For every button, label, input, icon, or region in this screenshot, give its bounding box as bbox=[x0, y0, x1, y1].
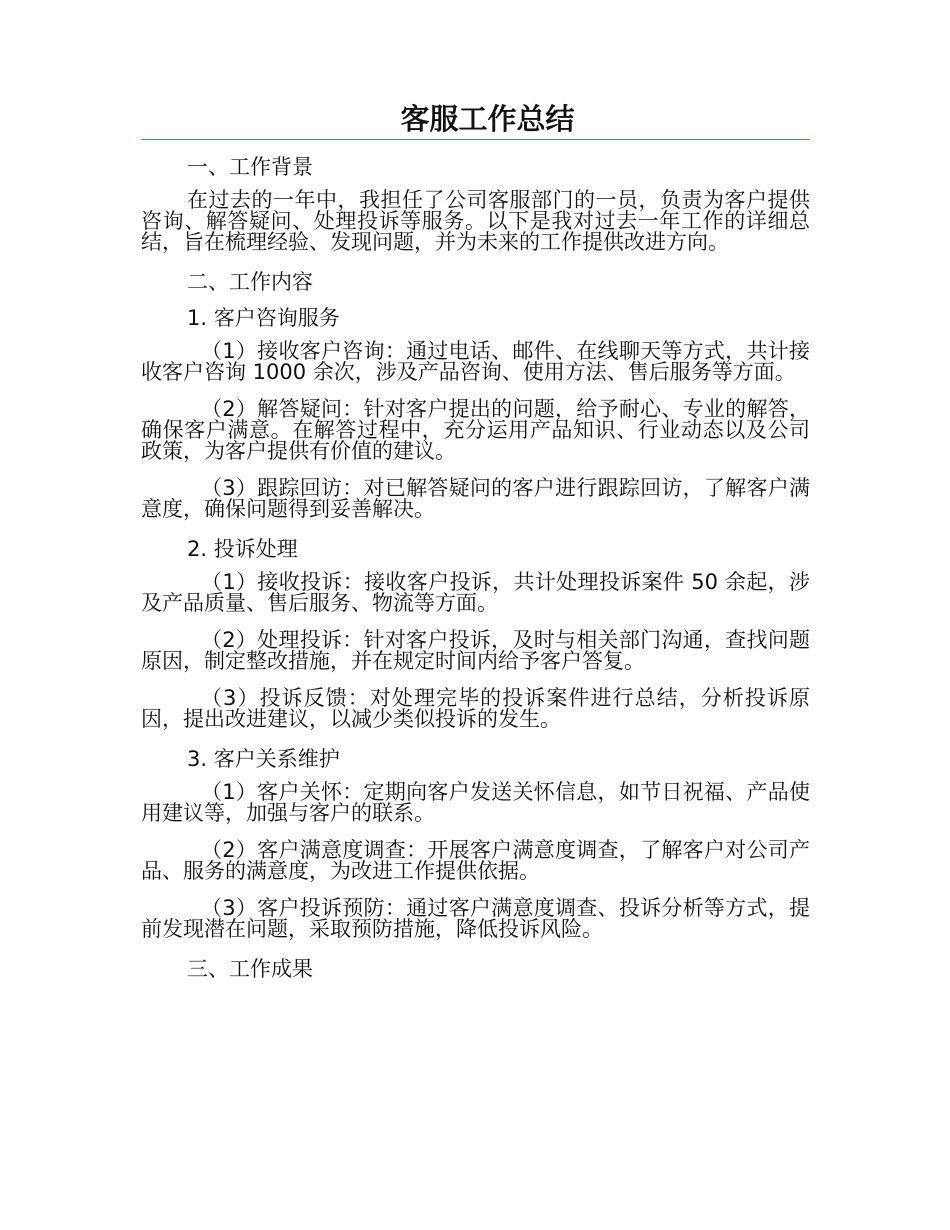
subheading-relation: 3. 客户关系维护 bbox=[187, 747, 340, 771]
relation-item-3: （3）客户投诉预防：通过客户满意度调查、投诉分析等方式，提前发现潜在问题，采取预防措施，降低投诉风险。 bbox=[141, 896, 810, 941]
subheading-complaint: 2. 投诉处理 bbox=[187, 537, 298, 561]
relation-item-1: （1）客户关怀：定期向客户发送关怀信息，如节日祝福、产品使用建议等，加强与客户的联系。 bbox=[141, 780, 810, 825]
complaint-item-1: （1）接收投诉：接收客户投诉，共计处理投诉案件 50 余起，涉及产品质量、售后服务、物流等方面。 bbox=[141, 570, 810, 615]
relation-item-2: （2）客户满意度调查：开展客户满意度调查，了解客户对公司产品、服务的满意度，为改进工作提供依据。 bbox=[141, 838, 810, 883]
consult-item-2: （2）解答疑问：针对客户提出的问题，给予耐心、专业的解答，确保客户满意。在解答过程中，充分运用产品知识、行业动态以及公司政策，为客户提供有价值的建议。 bbox=[141, 397, 810, 463]
section-heading-background: 一、工作背景 bbox=[187, 155, 313, 179]
consult-item-1: （1）接收客户咨询：通过电话、邮件、在线聊天等方式，共计接收客户咨询 1000 余次，涉及产品咨询、使用方法、售后服务等方面。 bbox=[141, 339, 810, 384]
section-heading-content: 二、工作内容 bbox=[187, 270, 313, 294]
section-heading-results: 三、工作成果 bbox=[187, 957, 313, 981]
document-title: 客服工作总结 bbox=[400, 102, 575, 136]
consult-item-3: （3）跟踪回访：对已解答疑问的客户进行跟踪回访，了解客户满意度，确保问题得到妥善解决。 bbox=[141, 476, 810, 521]
title-underline bbox=[141, 139, 810, 140]
background-paragraph: 在过去的一年中，我担任了公司客服部门的一员，负责为客户提供咨询、解答疑问、处理投诉等服务。以下是我对过去一年工作的详细总结，旨在梳理经验、发现问题，并为未来的工作提供改进方向。 bbox=[141, 188, 810, 254]
subheading-consult: 1. 客户咨询服务 bbox=[187, 306, 340, 330]
document-page bbox=[141, 100, 810, 992]
complaint-item-2: （2）处理投诉：针对客户投诉，及时与相关部门沟通，查找问题原因，制定整改措施，并在规定时间内给予客户答复。 bbox=[141, 628, 810, 673]
complaint-item-3: （3）投诉反馈：对处理完毕的投诉案件进行总结，分析投诉原因，提出改进建议，以减少类似投诉的发生。 bbox=[141, 686, 810, 731]
